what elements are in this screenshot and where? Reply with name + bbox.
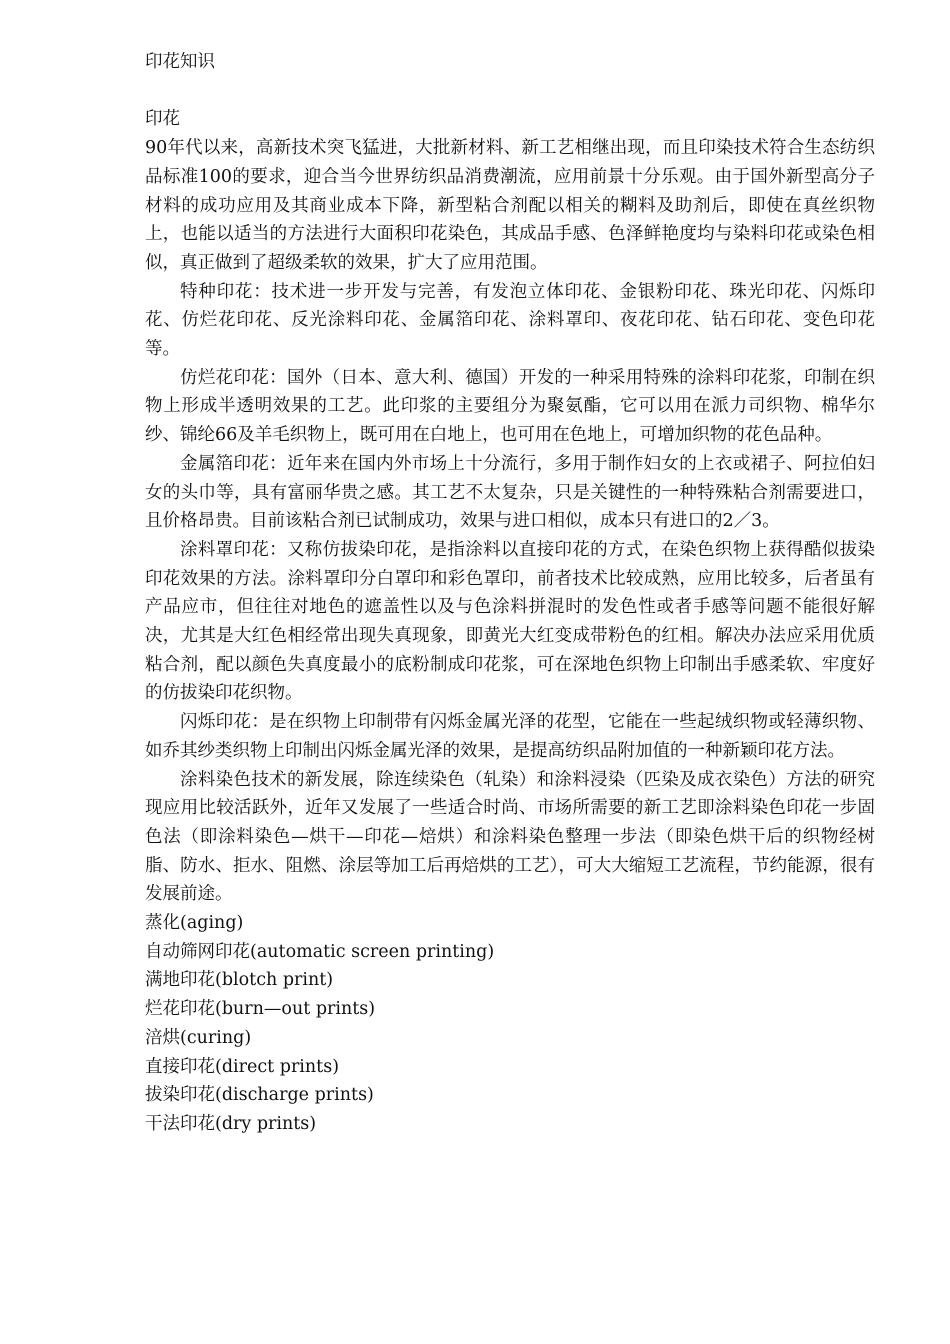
glossary-term: 自动筛网印花(automatic screen printing) [145,941,495,962]
glossary-term: 烂花印花(burn—out prints) [145,999,376,1020]
glossary-term: 涪烘(curing) [145,1027,252,1048]
pigment-overprint-paragraph: 涂料罩印花：又称仿拔染印花，是指涂料以直接印花的方式，在染色织物上获得酷似拔染印花效果的方法。涂料罩印分白罩印和彩色罩印，前者技术比较成熟，应用比较多，后者虽有产品应市，但往往对地色的遮盖性以及与色涂料拼混时的发色性或者手感等问题不能很好解决，尤其是大红色相经常出现失真现象，即黄光大红变成带粉色的红相。解决办法应采用优质粘合剂，配以颜色失真度最小的底粉制成印花浆，可在深地色织物上印制出手感柔软、牢度好的仿拔染印花织物。 [145,539,875,704]
section-heading: 印花 [145,109,180,130]
document-title: 印花知识 [145,52,215,72]
burnout-imitation-paragraph: 仿烂花印花：国外（日本、意大利、德国）开发的一种采用特殊的涂料印花浆，印制在织物上形成半透明效果的工艺。此印浆的主要组分为聚氨酯，它可以用在派力司织物、棉华尔纱、锦纶66及羊毛织物上，既可用在白地上，也可用在色地上，可增加织物的花色品种。 [145,367,875,446]
glossary-term: 直接印花(direct prints) [145,1056,340,1077]
glossary-list [145,909,875,1139]
special-printing-paragraph: 特种印花：技术进一步开发与完善，有发泡立体印花、金银粉印花、珠光印花、闪烁印花、仿烂花印花、反光涂料印花、金属箔印花、涂料罩印、夜花印花、钻石印花、变色印花等。 [145,281,875,360]
intro-paragraph: 90年代以来，高新技术突飞猛进，大批新材料、新工艺相继出现，而且印染技术符合生态纺织品标准100的要求，迎合当今世界纺织品消费潮流，应用前景十分乐观。由于国外新型高分子材料的成功应用及其商业成本下降，新型粘合剂配以相关的糊料及助剂后，即使在真丝织物上，也能以适当的方法进行大面积印花染色，其成品手感、色泽鲜艳度均与染料印花或染色相似，真正做到了超级柔软的效果，扩大了应用范围。 [145,138,875,273]
glossary-term: 蒸化(aging) [145,913,244,934]
glossary-term: 干法印花(dry prints) [145,1114,317,1134]
glossary-term: 满地印花(blotch print) [145,970,334,991]
pigment-dyeing-paragraph: 涂料染色技术的新发展，除连续染色（轧染）和涂料浸染（匹染及成衣染色）方法的研究现应用比较活跃外，近年又发展了一些适合时尚、市场所需要的新工艺即涂料染色印花一步固色法（即涂料染色—烘干—印花—焙烘）和涂料染色整理一步法（即染色烘干后的织物经树脂、防水、拒水、阻燃、涂层等加工后再焙烘的工艺），可大大缩短工艺流程，节约能源，很有发展前途。 [145,769,875,905]
document-page [145,48,875,1139]
metal-foil-paragraph: 金属箔印花：近年来在国内外市场上十分流行，多用于制作妇女的上衣或裙子、阿拉伯妇女的头巾等，具有富丽华贵之感。其工艺不太复杂，只是关键性的一种特殊粘合剂需要进口，且价格昂贵。目前该粘合剂已试制成功，效果与进口相似，成本只有进口的2／3。 [145,453,875,532]
glitter-printing-paragraph: 闪烁印花：是在织物上印制带有闪烁金属光泽的花型，它能在一些起绒织物或轻薄织物、如乔其纱类织物上印制出闪烁金属光泽的效果，是提高纺织品附加值的一种新颖印花方法。 [145,712,875,761]
glossary-term: 拔染印花(discharge prints) [145,1085,374,1106]
